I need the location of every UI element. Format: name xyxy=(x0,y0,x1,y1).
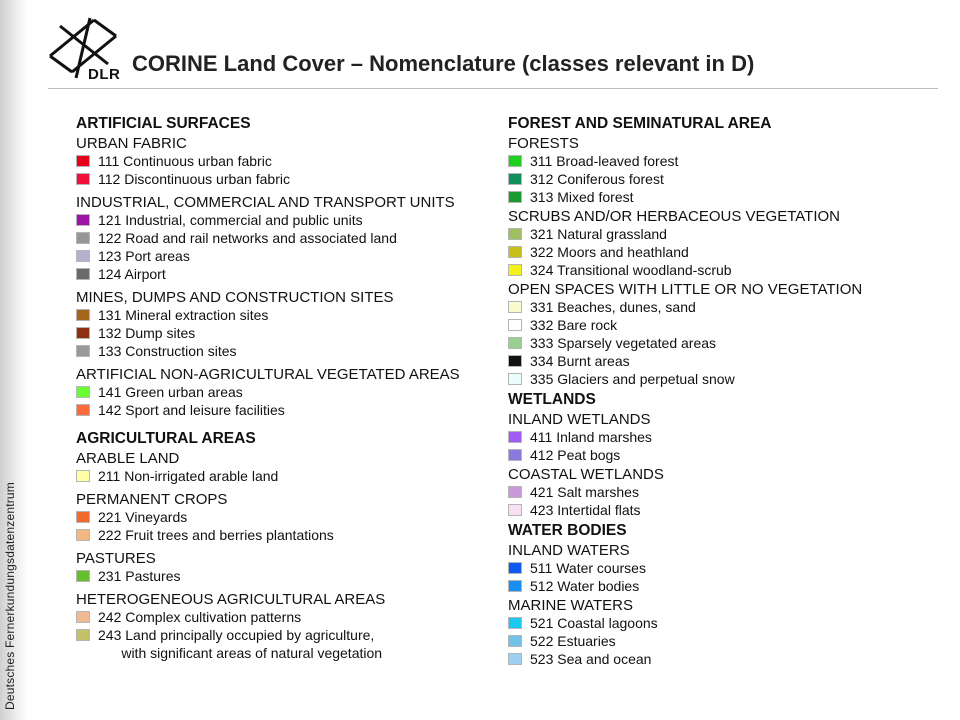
legend-group xyxy=(76,114,460,419)
legend-item xyxy=(508,352,862,370)
legend-item xyxy=(76,508,460,526)
legend-item xyxy=(508,225,862,243)
subgroup-title: SCRUBS AND/OR HERBACEOUS VEGETATION xyxy=(508,208,840,225)
legend-item xyxy=(76,467,460,485)
color-swatch xyxy=(76,173,90,185)
legend-item xyxy=(508,188,862,206)
legend-item xyxy=(76,608,460,626)
legend-item-label: 123 Port areas xyxy=(98,248,190,264)
legend-item-label: 221 Vineyards xyxy=(98,509,188,525)
legend-subgroup xyxy=(76,366,460,419)
subgroup-title: PERMANENT CROPS xyxy=(76,491,228,508)
legend-item xyxy=(76,342,460,360)
legend-item-label: 124 Airport xyxy=(98,266,166,282)
subgroup-title: INLAND WATERS xyxy=(508,542,630,559)
legend-group xyxy=(508,390,862,519)
subgroup-title: INLAND WETLANDS xyxy=(508,411,651,428)
subgroup-title: PASTURES xyxy=(76,550,156,567)
legend-group xyxy=(508,521,862,668)
legend-item xyxy=(76,211,460,229)
legend-item xyxy=(508,170,862,188)
color-swatch xyxy=(76,470,90,482)
legend-subgroup xyxy=(76,135,460,188)
legend-item xyxy=(508,428,862,446)
legend-subgroup xyxy=(508,208,862,279)
legend-item-label: 512 Water bodies xyxy=(530,578,640,594)
color-swatch xyxy=(508,580,522,592)
legend-item xyxy=(508,334,862,352)
subgroup-title: URBAN FABRIC xyxy=(76,135,187,152)
color-swatch xyxy=(508,246,522,258)
sidebar-org-name: Deutsches Fernerkundungsdatenzentrum xyxy=(3,482,17,710)
subgroup-title: MARINE WATERS xyxy=(508,597,634,614)
legend-item-label: 311 Broad-leaved forest xyxy=(530,153,679,169)
color-swatch xyxy=(508,337,522,349)
legend-item-label: 211 Non-irrigated arable land xyxy=(98,468,279,484)
group-title: AGRICULTURAL AREAS xyxy=(76,430,256,447)
legend-item-label: 121 Industrial, commercial and public units xyxy=(98,212,363,228)
legend-subgroup xyxy=(508,542,862,595)
legend-item-label: 522 Estuaries xyxy=(530,633,616,649)
color-swatch xyxy=(76,529,90,541)
legend-item-label: 411 Inland marshes xyxy=(530,429,652,445)
color-swatch xyxy=(76,629,90,641)
legend-item-label: 243 Land principally occupied by agriculture, with significant areas of natural vegetation xyxy=(98,627,383,661)
legend-item xyxy=(76,170,460,188)
legend-item xyxy=(76,229,460,247)
legend-group xyxy=(76,429,460,662)
color-swatch xyxy=(508,562,522,574)
legend-item xyxy=(508,577,862,595)
legend-column-right xyxy=(508,114,862,668)
legend-item-label: 511 Water courses xyxy=(530,560,646,576)
color-swatch xyxy=(508,301,522,313)
subgroup-title: MINES, DUMPS AND CONSTRUCTION SITES xyxy=(76,289,394,306)
subgroup-title: COASTAL WETLANDS xyxy=(508,466,664,483)
legend-item xyxy=(76,567,460,585)
legend-item xyxy=(76,526,460,544)
color-swatch xyxy=(508,635,522,647)
legend-item xyxy=(508,370,862,388)
color-swatch xyxy=(508,173,522,185)
color-swatch xyxy=(508,431,522,443)
legend-subgroup xyxy=(508,135,862,206)
color-swatch xyxy=(76,232,90,244)
group-title: ARTIFICIAL SURFACES xyxy=(76,115,251,132)
legend-item-label: 313 Mixed forest xyxy=(530,189,634,205)
legend-item xyxy=(76,265,460,283)
color-swatch xyxy=(76,345,90,357)
legend-item-label: 312 Coniferous forest xyxy=(530,171,664,187)
sidebar-band xyxy=(0,0,28,720)
legend-item xyxy=(508,243,862,261)
color-swatch xyxy=(76,155,90,167)
color-swatch xyxy=(76,611,90,623)
color-swatch xyxy=(76,250,90,262)
legend-item xyxy=(76,324,460,342)
legend-item-label: 133 Construction sites xyxy=(98,343,237,359)
legend-subgroup xyxy=(508,281,862,388)
legend-item-label: 112 Discontinuous urban fabric xyxy=(98,171,290,187)
legend-item xyxy=(508,614,862,632)
legend-item-label: 122 Road and rail networks and associated land xyxy=(98,230,397,246)
legend-item xyxy=(508,152,862,170)
legend-subgroup xyxy=(76,289,460,360)
color-swatch xyxy=(508,449,522,461)
subgroup-title: OPEN SPACES WITH LITTLE OR NO VEGETATION xyxy=(508,281,863,298)
legend-item xyxy=(508,559,862,577)
color-swatch xyxy=(76,268,90,280)
legend-item xyxy=(76,152,460,170)
legend-item xyxy=(508,446,862,464)
legend-item xyxy=(508,632,862,650)
color-swatch xyxy=(508,504,522,516)
legend-item-label: 132 Dump sites xyxy=(98,325,196,341)
legend-item xyxy=(508,483,862,501)
color-swatch xyxy=(508,373,522,385)
color-swatch xyxy=(76,309,90,321)
legend-subgroup xyxy=(508,597,862,668)
legend-item-label: 222 Fruit trees and berries plantations xyxy=(98,527,334,543)
subgroup-title: INDUSTRIAL, COMMERCIAL AND TRANSPORT UNITS xyxy=(76,194,455,211)
color-swatch xyxy=(508,653,522,665)
color-swatch xyxy=(76,511,90,523)
color-swatch xyxy=(76,570,90,582)
title-divider xyxy=(48,88,938,89)
legend-item-label: 321 Natural grassland xyxy=(530,226,667,242)
legend-item-label: 333 Sparsely vegetated areas xyxy=(530,335,717,351)
legend-subgroup xyxy=(508,466,862,519)
legend-item xyxy=(508,316,862,334)
color-swatch xyxy=(508,617,522,629)
logo-text: DLR xyxy=(88,66,121,83)
legend-item-label: 141 Green urban areas xyxy=(98,384,243,400)
legend-item-label: 521 Coastal lagoons xyxy=(530,615,658,631)
legend-item xyxy=(508,650,862,668)
legend-subgroup xyxy=(508,411,862,464)
group-title: FOREST AND SEMINATURAL AREA xyxy=(508,115,772,132)
legend-item xyxy=(508,298,862,316)
color-swatch xyxy=(508,486,522,498)
group-title: WATER BODIES xyxy=(508,522,627,539)
color-swatch xyxy=(508,264,522,276)
color-swatch xyxy=(508,355,522,367)
legend-item-label: 334 Burnt areas xyxy=(530,353,630,369)
legend-item xyxy=(76,306,460,324)
subgroup-title: FORESTS xyxy=(508,135,579,152)
color-swatch xyxy=(508,155,522,167)
legend-item-label: 131 Mineral extraction sites xyxy=(98,307,269,323)
legend-item xyxy=(76,401,460,419)
color-swatch xyxy=(76,214,90,226)
color-swatch xyxy=(508,228,522,240)
color-swatch xyxy=(508,319,522,331)
legend-subgroup xyxy=(76,550,460,585)
legend-item-label: 231 Pastures xyxy=(98,568,181,584)
subgroup-title: ARTIFICIAL NON-AGRICULTURAL VEGETATED AREAS xyxy=(76,366,460,383)
page-title: CORINE Land Cover – Nomenclature (classes relevant in D) xyxy=(132,51,755,76)
legend-item-label: 332 Bare rock xyxy=(530,317,618,333)
color-swatch xyxy=(76,404,90,416)
legend-item-label: 331 Beaches, dunes, sand xyxy=(530,299,696,315)
legend-column-left xyxy=(76,114,460,662)
legend-item-label: 322 Moors and heathland xyxy=(530,244,689,260)
subgroup-title: HETEROGENEOUS AGRICULTURAL AREAS xyxy=(76,591,386,608)
legend-item-label: 111 Continuous urban fabric xyxy=(98,153,272,169)
legend-subgroup xyxy=(76,591,460,662)
legend-item-label: 242 Complex cultivation patterns xyxy=(98,609,302,625)
color-swatch xyxy=(76,327,90,339)
legend-item-label: 423 Intertidal flats xyxy=(530,502,641,518)
legend-subgroup xyxy=(76,491,460,544)
legend-subgroup xyxy=(76,194,460,283)
legend-item xyxy=(508,501,862,519)
legend-item xyxy=(76,383,460,401)
legend-item-label: 324 Transitional woodland-scrub xyxy=(530,262,732,278)
subgroup-title: ARABLE LAND xyxy=(76,450,180,467)
legend-item-label: 523 Sea and ocean xyxy=(530,651,652,667)
legend-item-label: 142 Sport and leisure facilities xyxy=(98,402,285,418)
group-title: WETLANDS xyxy=(508,391,596,408)
legend-subgroup xyxy=(76,450,460,485)
legend-item xyxy=(76,626,460,662)
legend-item xyxy=(76,247,460,265)
color-swatch xyxy=(76,386,90,398)
legend-item-label: 412 Peat bogs xyxy=(530,447,621,463)
legend-group xyxy=(508,114,862,388)
legend-item-label: 335 Glaciers and perpetual snow xyxy=(530,371,735,387)
legend-item-label: 421 Salt marshes xyxy=(530,484,639,500)
color-swatch xyxy=(508,191,522,203)
legend-item xyxy=(508,261,862,279)
